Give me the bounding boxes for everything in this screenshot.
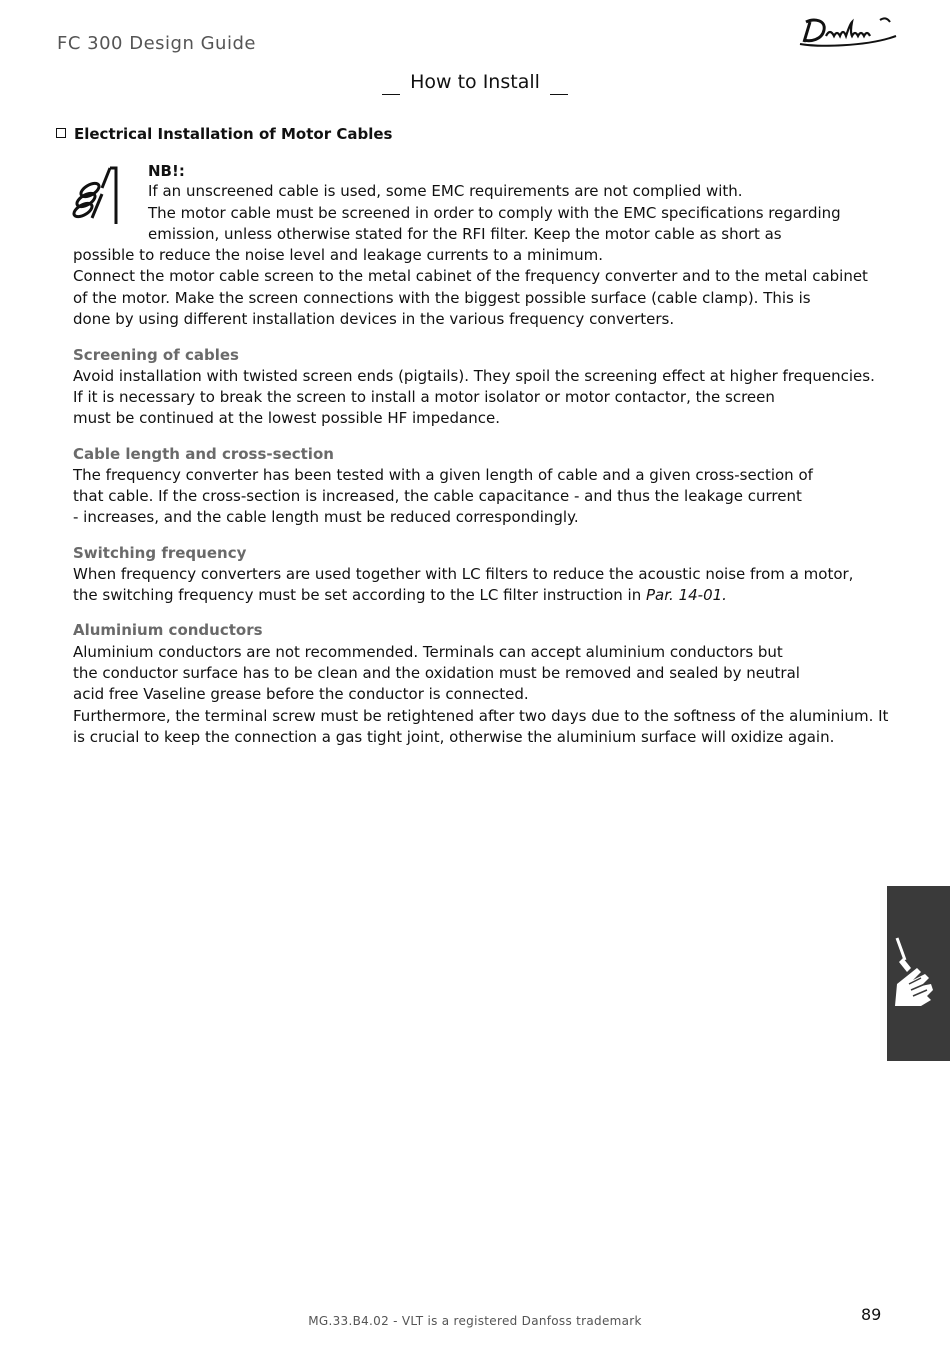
subheading-aluminium: Aluminium conductors — [73, 621, 263, 639]
footer-text: MG.33.B4.02 - VLT is a registered Danfoss trademark — [308, 1314, 642, 1328]
body-line — [73, 585, 727, 606]
note-line: The motor cable must be screened in order to comply with the EMC specifications regarding — [148, 204, 841, 222]
checkbox-bullet-icon — [56, 128, 66, 138]
title-dash-left — [382, 94, 400, 95]
hand-pointing-icon — [72, 164, 122, 228]
heading-text: Electrical Installation of Motor Cables — [74, 125, 393, 143]
subheading-switching: Switching frequency — [73, 544, 247, 562]
subheading-screening: Screening of cables — [73, 346, 239, 364]
body-line: Avoid installation with twisted screen ends (pigtails). They spoil the screening effect at higher frequencies. — [73, 367, 875, 385]
parameter-reference: Par. 14-01. — [646, 586, 727, 604]
chapter-side-tab — [887, 886, 950, 1061]
intro-line: possible to reduce the noise level and leakage currents to a minimum. — [73, 246, 603, 264]
note-line: If an unscreened cable is used, some EMC requirements are not complied with. — [148, 182, 743, 200]
body-line: is crucial to keep the connection a gas tight joint, otherwise the aluminium surface will oxidize again. — [73, 728, 835, 746]
body-line: When frequency converters are used together with LC filters to reduce the acoustic noise from a motor, — [73, 565, 854, 583]
body-line: If it is necessary to break the screen to install a motor isolator or motor contactor, the screen — [73, 388, 775, 406]
body-line: must be continued at the lowest possible HF impedance. — [73, 409, 500, 427]
section-title — [0, 71, 950, 95]
title-dash-right — [550, 94, 568, 95]
danfoss-logo — [796, 14, 900, 54]
body-line: Furthermore, the terminal screw must be retightened after two days due to the softness of the aluminium. It — [73, 707, 889, 725]
body-line: - increases, and the cable length must be reduced correspondingly. — [73, 508, 579, 526]
doc-title: FC 300 Design Guide — [57, 33, 256, 54]
body-line: Aluminium conductors are not recommended. Terminals can accept aluminium conductors but — [73, 643, 783, 661]
body-line: acid free Vaseline grease before the conductor is connected. — [73, 685, 529, 703]
heading — [56, 125, 392, 143]
intro-line: Connect the motor cable screen to the metal cabinet of the frequency converter and to the metal cabinet — [73, 267, 868, 285]
screwdriver-hand-icon — [891, 934, 941, 1012]
note-line: emission, unless otherwise stated for the RFI filter. Keep the motor cable as short as — [148, 225, 782, 243]
intro-line: done by using different installation devices in the various frequency converters. — [73, 310, 675, 328]
body-line: The frequency converter has been tested with a given length of cable and a given cross-section of — [73, 466, 813, 484]
body-line-text: the switching frequency must be set according to the LC filter instruction in — [73, 586, 642, 604]
page-number: 89 — [861, 1305, 882, 1324]
intro-line: of the motor. Make the screen connections with the biggest possible surface (cable clamp). This is — [73, 289, 811, 307]
body-line: that cable. If the cross-section is increased, the cable capacitance - and thus the leakage current — [73, 487, 802, 505]
subheading-cable-length: Cable length and cross-section — [73, 445, 334, 463]
body-line: the conductor surface has to be clean and the oxidation must be removed and sealed by neutral — [73, 664, 800, 682]
section-title-text: How to Install — [410, 71, 540, 93]
note-label: NB!: — [148, 162, 185, 180]
